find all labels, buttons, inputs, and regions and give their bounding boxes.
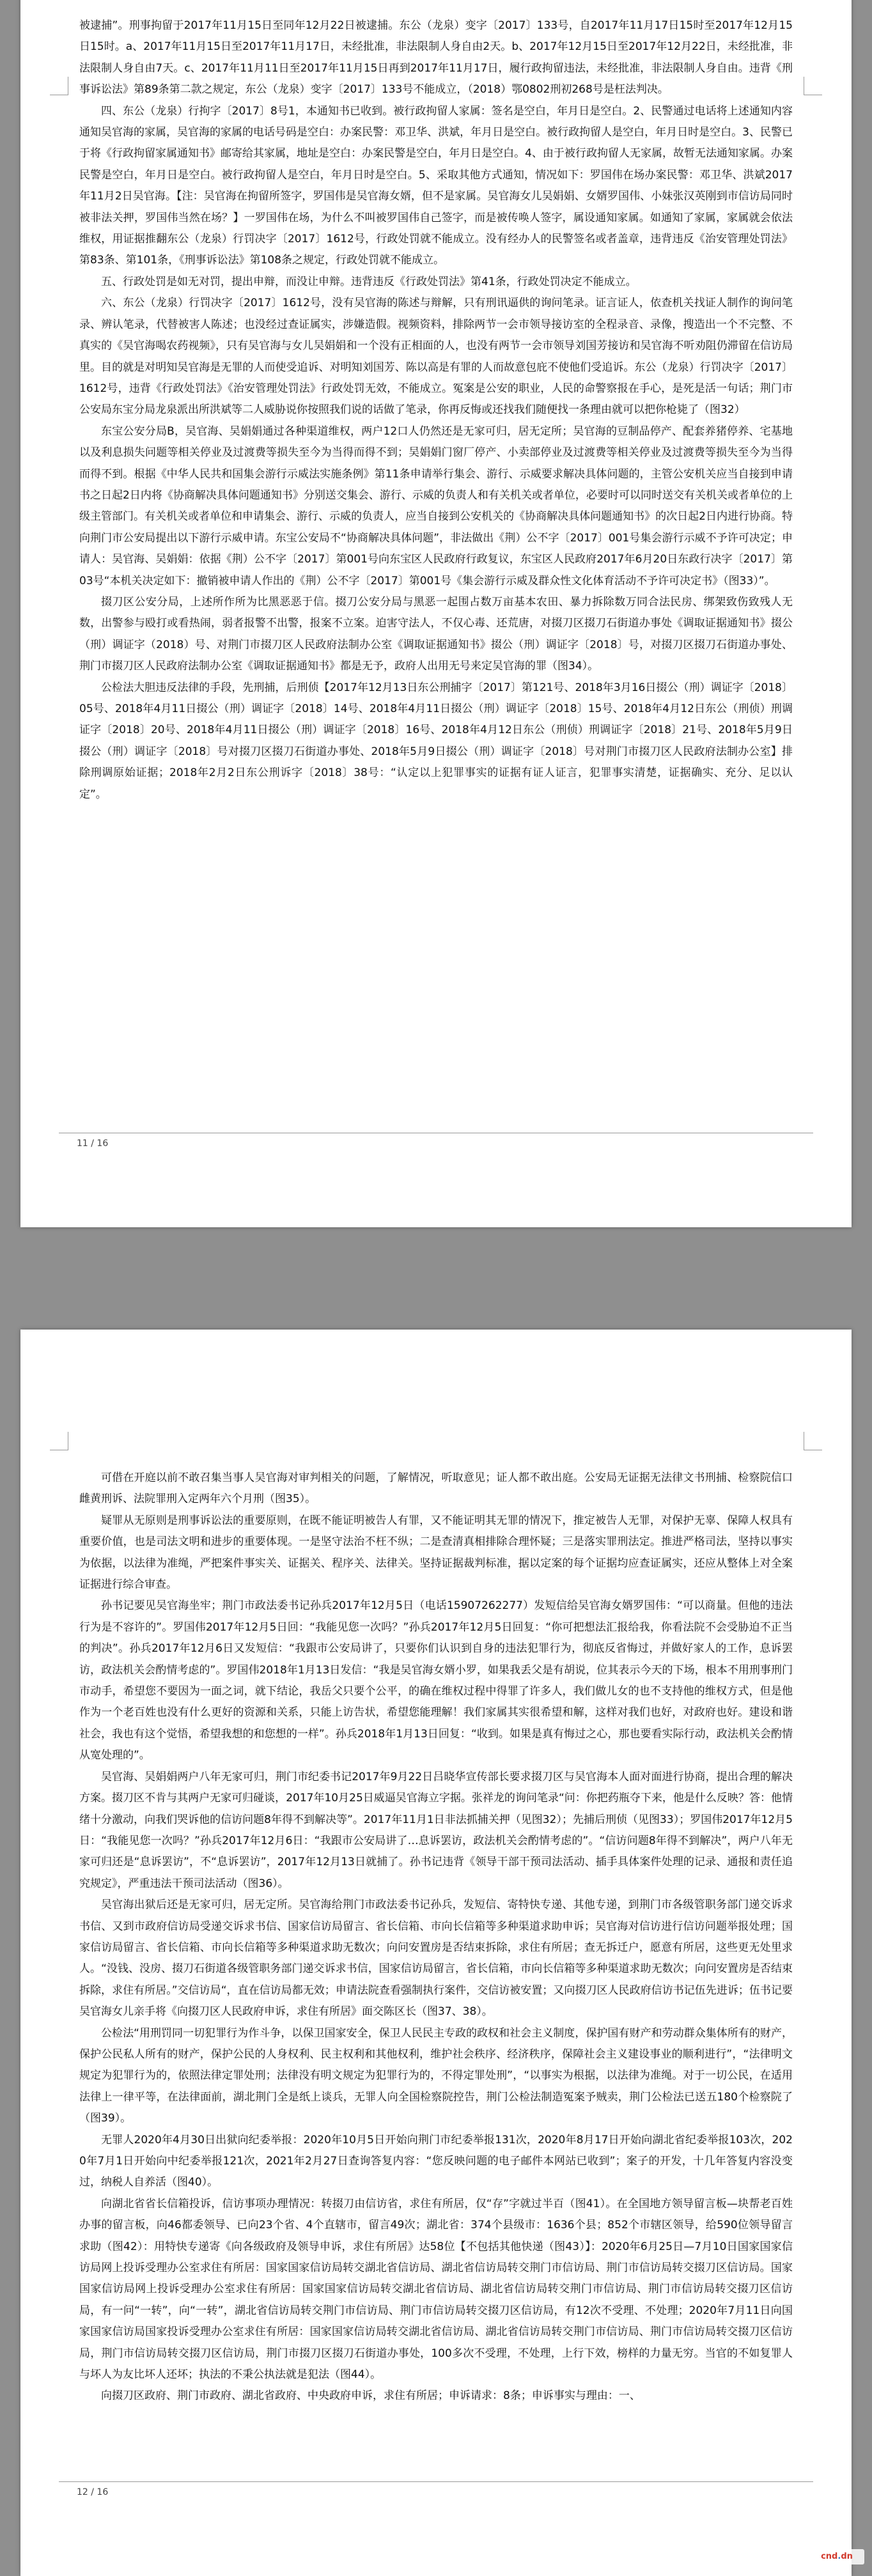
paragraph: 掇刀区公安分局，上述所作所为比黑恶恶于信。掇刀公安分局与黑恶一起围占数万亩基本农田、暴力拆除数万同合法民房、绑架致伤致残人无数，出警参与殴打或看热闹，弱者报警不出警，报案不立案。迫害守法人，不仅心毒、还荒唐，对掇刀区掇刀石街道办事处《调取证据通知书》掇公（刑）调证字（2018）号、对荆门市掇刀区人民政府法制办公室《调取证据通知书》掇公（刑）调证字〔2018〕号，对掇刀区掇刀石街道办事处、荆门市掇刀区人民政府法制办公室《调取证据通知书》都是无予，政府人出用无号来定吴官海的罪（图34）。	[79, 595, 793, 673]
watermark-dot: .	[837, 2552, 841, 2561]
paragraph: 公检法大胆违反法律的手段，先刑捕，后刑侦【2017年12月13日东公刑捕字〔2017〕第121号、2018年3月16日掇公（刑）调证字〔2018〕05号、2018年4月11日掇公（刑）调证字〔2018〕14号、2018年4月11日掇公（刑）调证字〔2018〕15号、2018年4月12日东公（刑侦）刑调证字〔2018〕20号、2018年4月11日掇公（刑）调证字〔2018〕16号、2018年4月12日东公（刑侦）刑调证字〔2018〕21号、2018年5月9日掇公（刑）调证字〔2018〕号对掇刀区掇刀石街道办事处、2018年5月9日掇公（刑）调证字〔2018〕号对荆门市掇刀区人民政府法制办公室】排除刑调原始证据；2018年2月2日东公刑诉字〔2018〕38号：“认定以上犯罪事实的证据有证人证言，犯罪事实清楚，证据确实、充分、足以认定”。	[79, 681, 793, 801]
document-page	[20, 1330, 852, 2576]
paragraph: 被逮捕”。刑事拘留于2017年11月15日至同年12月22日被逮捕。东公（龙泉）变字〔2017〕133号，自2017年11月17日15时至2017年12月15日15时。a、2017年11月15日至2017年11月17日，未经批准，非法限制人身自由2天。b、2017年12月15日至2017年12月22日，未经批准，非法限制人身自由7天。c、2017年11月11日至2017年11月15日再到2017年11月17日，履行政拘留违法，未经批准，非法限制人身自由。违背《刑事诉讼法》第89条第二款之规定，东公（龙泉）变字〔2017〕133号不能成立，（2018）鄂0802刑初268号是枉法判决。	[79, 19, 793, 97]
paragraph: 五、行政处罚是如无对罚，提出申辩，而没让申辩。违背违反《行政处罚法》第41条，行政处罚决定不能成立。	[101, 275, 637, 288]
paragraph: 向掇刀区政府、荆门市政府、湖北省政府、中央政府申诉，求住有所居；申诉请求：8条；申诉事实与理由：一、	[101, 2389, 641, 2403]
paragraph: 公检法“用刑罚同一切犯罪行为作斗争，以保卫国家安全，保卫人民民主专政的政权和社会主义制度，保护国有财产和劳动群众集体所有的财产，保护公民私人所有的财产，保护公民的人身权利、民主权利和其他权利，维护社会秩序、经济秩序，保障社会主义建设事业的顺利进行”，“法律明文规定为犯罪行为的，依照法律定罪处刑；法律没有明文规定为犯罪行为的，不得定罪处刑”，“以事实为根据，以法律为准绳。对于一切公民，在适用法律上一律平等，在法律面前，湖北荆门全是纸上谈兵，无罪人向全国检察院控告，荆门公检法制造冤案予贼卖，荆门公检法已送五180个检察院了（图39）。	[79, 2026, 793, 2125]
watermark-tail: dn	[841, 2552, 853, 2561]
crop-mark	[804, 77, 822, 95]
paragraph: 吴官海、吴娟娟两户八年无家可归，荆门市纪委书记2017年9月22日吕晓华宣传部长要求掇刀区与吴官海本人面对面进行协商，提出合理的解决方案。掇刀区不肯与其两户无家可归碰谈，2017年10月25日威逼吴官海立字据。张祥龙的询问笔录“问：你把药瓶夺下来，他是什么反映？答：他情绪十分激动，向我们哭诉他的信访问题8年得不到解决等”。2017年11月1日非法抓捕关押（见图32）；先捕后刑侦（见图33）；罗国伟2017年12月5日：“我能见您一次吗？”孙兵2017年12月6日：“我跟市公安局讲了…息诉罢访，政法机关会酌情考虑的”。“信访问题8年得不到解决”，两户八年无家可归还是“息诉罢访”，不“息诉罢访”，2017年12月13日就捕了。孙书记违背《领导干部干预司法活动、插手具体案件处理的记录、通报和责任追究规定》，严重违法干预司法活动（图36）。	[79, 1770, 793, 1890]
paragraph: 可借在开庭以前不敢召集当事人吴官海对审判相关的问题，了解情况，听取意见；证人都不敢出庭。公安局无证据无法律文书刑捕、检察院信口雌黄刑诉、法院罪刑入定两年六个月刑（图35）。	[79, 1471, 793, 1506]
paragraph: 东宝公安分局B，吴官海、吴娟娟通过各种渠道维权，两户12口人仍然还是无家可归，居无定所；吴官海的豆制品停产、配套养猪停养、宅基地以及利息损失问题等相关停业及过渡费等损失至今为当得而得不到；吴娟娟门窗厂停产、小卖部停业及过渡费等相关停业及过渡费等损失至今为当得而得不到。根据《中华人民共和国集会游行示威法实施条例》第11条申请举行集会、游行、示威要求解决具体问题的，主管公安机关应当自接到申请书之日起2日内将《协商解决具体问题通知书》分别送交集会、游行、示威的负责人和有关机关或者单位，必要时可以同时送交有关机关或者单位的上级主管部门。有关机关或者单位和申请集会、游行、示威的负责人，应当自接到公安机关的《协商解决具体问题通知书》的次日起2日内进行协商。特向荆门市公安局提出以下游行示威申请。东宝公安局不“协商解决具体问题”，非法做出《荆）公不字〔2017〕001号集会游行示威不予许可决定；申请人：吴官海、吴娟娟：依据《荆）公不字〔2017〕第001号向东宝区人民政府行政复议，东宝区人民政府2017年6月20日东政行决字〔2017〕第03号“本机关决定如下：撤销被申请人作出的《荆）公不字〔2017〕第001号《集会游行示威及群众性文化体育活动不予许可决定书》（图33）”。	[79, 424, 793, 587]
page-body	[79, 15, 793, 805]
page-number: 11 / 16	[77, 1138, 109, 1149]
page-body	[79, 1468, 793, 2407]
paragraph: 向湖北省省长信箱投诉，信访事项办理情况：转掇刀由信访省，求住有所居，仅“存”字就过半百（图41）。在全国地方领导留言板—块帮老百姓办事的留言板，向46都委领导、已向23个省、4个直辖市，留言49次；湖北省：374个县级市：1636个县；852个市辖区领导，给590位领导留言求助（图42）：用特快专递寄《向各级政府及领导申诉，求住有所居》达58位【不包括其他快递（图43）】：2020年6月25日—7月10日国家国家信访局网上投诉受理办公室求住有所居：国家国家信访局转交湖北省信访局、湖北省信访局转交荆门市信访局、荆门市信访局转交掇刀区信访局。国家国家信访局网上投诉受理办公室求住有所居：国家国家信访局转交湖北省信访局、湖北省信访局转交荆门市信访局、荆门市信访局转交掇刀区信访局，有一问“一转”，向“一转”，湖北省信访局转交荆门市信访局、荆门市信访局转交掇刀区信访局，有12次不受理、不处理；2020年7月11日向国家国家信访局国家投诉受理办公室求住有所居：国家国家信访局转交湖北省信访局、湖北省信访局转交荆门市信访局、荆门市信访局转交掇刀区信访局，荆门市信访局转交掇刀区信访局，荆门市掇刀区掇刀石街道办事处，100多次不受理，不处理，上行下效，榜样的力量无穷。当官的不如复罪人与坏人为友比坏人还坏；执法的不秉公执法就是犯法（图44）。	[79, 2197, 793, 2382]
paragraph: 六、东公（龙泉）行罚决字〔2017〕1612号，没有吴官海的陈述与辩解，只有刑讯逼供的询问笔录。证言证人，依查机关找证人制作的询问笔录、辨认笔录，代替被害人陈述；也没经过查证属实，涉嫌造假。视频资料，排除两节一会市领导接访室的全程录音、录像，搜造出一个不完整、不真实的《吴官海喝农药视频》，只有吴官海与女儿吴娟娟和一个没有正相面的人，也没有两节一会市领导刘国芳接访和吴官海不听劝阻仍滞留在信访局里。目的就是对明知吴官海是无罪的人而使受追诉、对明知刘国芳、陈以高是有罪的人而故意包庇不使他们受追诉。东公（龙泉）行罚决字〔2017〕1612号，违背《行政处罚法》《治安管理处罚法》行政处罚无效，不能成立。冤案是公安的职业，人民的命警察报在手心，是死是活一句话；荆门市公安局东宝分局龙泉派出所洪斌等二人威胁说你按照我们说的话做了笔录，你再反悔或还找我们随便找一条理由就可以把你枪毙了（图32）	[79, 297, 793, 417]
crop-mark	[804, 1432, 822, 1450]
watermark-brand: cnd	[821, 2552, 838, 2561]
paragraph: 吴官海出狱后还是无家可归，居无定所。吴官海给荆门市政法委书记孙兵，发短信、寄特快专递、其他专递，到荆门市各级管职务部门递交诉求书信、又到市政府信访局受递交诉求书信、国家信访局留言、省长信箱、市向长信箱等多种渠道求助申诉；吴官海对信访进行信访问题举报处理；国家信访局留言、省长信箱、市向长信箱等多种渠道求助无数次；向问安置房是否结束拆除，求住有所居；查无拆迁户，愿意有所居，这些更无处里求人。“没钱、没房、掇刀石街道各级管职务部门递交诉求书信，国家信访局留言，省长信箱，市向长信箱等多种渠道求助无数次；向问安置房是否结束拆除，求住有所居。”交信访局“，直在信访局都无效；申请法院查看强制执行案件，交信访被安置；又向掇刀区人民政府信访书记伍先进诉；伍书记要吴官海女儿亲手将《向掇刀区人民政府申诉，求住有所居》面交陈区长（图37、38）。	[79, 1898, 793, 2019]
paragraph: 四、东公（龙泉）行拘字〔2017〕8号1，本通知书已收到。被行政拘留人家属：签名是空白，年月日是空白。2、民警通过电话将上述通知内容通知吴官海的家属，吴官海的家属的电话号码是空白：办案民警：邓卫华、洪斌，年月日是空白。被行政拘留人是空白，年月日时是空白。3、民警已于将《行政拘留家属通知书》邮寄给其家属，地址是空白：办案民警是空白，年月日是空白。4、由于被行政拘留人无家属，故暂无法通知家属。办案民警是空白，年月日是空白。被行政拘留人是空白，年月日时是空白。5、采取其他方式通知，情况如下：罗国伟在场办案民警：邓卫华、洪斌2017年11月2日吴官海。【注：吴官海在拘留所签字，罗国伟是吴官海女婿，但不是家属。吴官海女儿吴娟娟、女婿罗国伟、小妹张汉英刚到市信访局同时被非法关押，罗国伟当然在场？】一罗国伟在场，为什么不叫被罗国伟自己签字，而是被传唤人签字，属设通知家属。如通知了家属，家属就会依法维权，用证据推翻东公（龙泉）行罚决字〔2017〕1612号，行政处罚就不能成立。没有经办人的民警签名或者盖章，违背违反《治安管理处罚法》第83条、第101条，《刑事诉讼法》第108条之规定，行政处罚就不能成立。	[79, 104, 793, 267]
page-footer	[59, 1133, 813, 1154]
paragraph: 无罪人2020年4月30日出狱向纪委举报：2020年10月5日开始向荆门市纪委举报131次，2020年8月17日开始向湖北省纪委举报103次，2020年7月1日开始向中纪委举报121次，2021年2月27日查询答复内容：“您反映问题的电子邮件本网站已收到”；案子的开发，十几年答复内容没变过，纳税人自养活（图40）。	[79, 2133, 793, 2189]
paragraph: 疑罪从无原则是刑事诉讼法的重要原则，在既不能证明被告人有罪，又不能证明其无罪的情况下，推定被告人无罪，对保护无辜、保障人权具有重要价值，也是司法文明和进步的重要体现。一是坚守法治不枉不纵；二是查清真相排除合理怀疑；三是落实罪刑法定。推进严格司法，坚持以事实为依据，以法律为准绳，严把案件事实关、证据关、程序关、法律关。坚持证据裁判标准，据以定案的每个证据均应查证属实，还应从整体上对全案证据进行综合审查。	[79, 1514, 793, 1592]
crop-mark	[50, 1432, 68, 1450]
page-footer	[59, 2481, 813, 2502]
site-watermark-logo	[809, 2549, 864, 2564]
page-number: 12 / 16	[77, 2487, 109, 2497]
paragraph: 孙书记要见吴官海坐牢；荆门市政法委书记孙兵2017年12月5日（电话15907262277）发短信给吴官海女婿罗国伟：“可以商量。但他的违法行为是不容许的”。罗国伟2017年12月5日回：“我能见您一次吗？”孙兵2017年12月5日回复：“你可把想法汇报给我，你看法院不会受胁迫不正当的判决”。孙兵2017年12月6日又发短信：“我跟市公安局讲了，只要你们认识到自身的违法犯罪行为，彻底反省悔过，并做好家人的工作，息诉罢访，政法机关会酌情考虑的”。罗国伟2018年1月13日发信：“我是吴官海女婿小罗，如果我丢父是有胡说，位其表示今天的下场，根本不用刑事刑门市动手，希望您不要因为一面之词，就下结论，我岳父只要个公平，的确在维权过程中得罪了许多人，我们做儿女的也不支持他的维权方式，但是他作为一个老百姓也没有什么更好的资源和关系，只能上访告状，希望您能理解！我们家属其实很希望和解，这样对我们也好，对政府也好。建设和谐社会，我也有这个觉悟，希望我想的和您想的一样”。孙兵2018年1月13日回复：“收到。如果是真有悔过之心，那也要看实际行动，政法机关会酌情从宽处理的”。	[79, 1599, 793, 1762]
crop-mark	[50, 77, 68, 95]
document-page	[20, 0, 852, 1227]
